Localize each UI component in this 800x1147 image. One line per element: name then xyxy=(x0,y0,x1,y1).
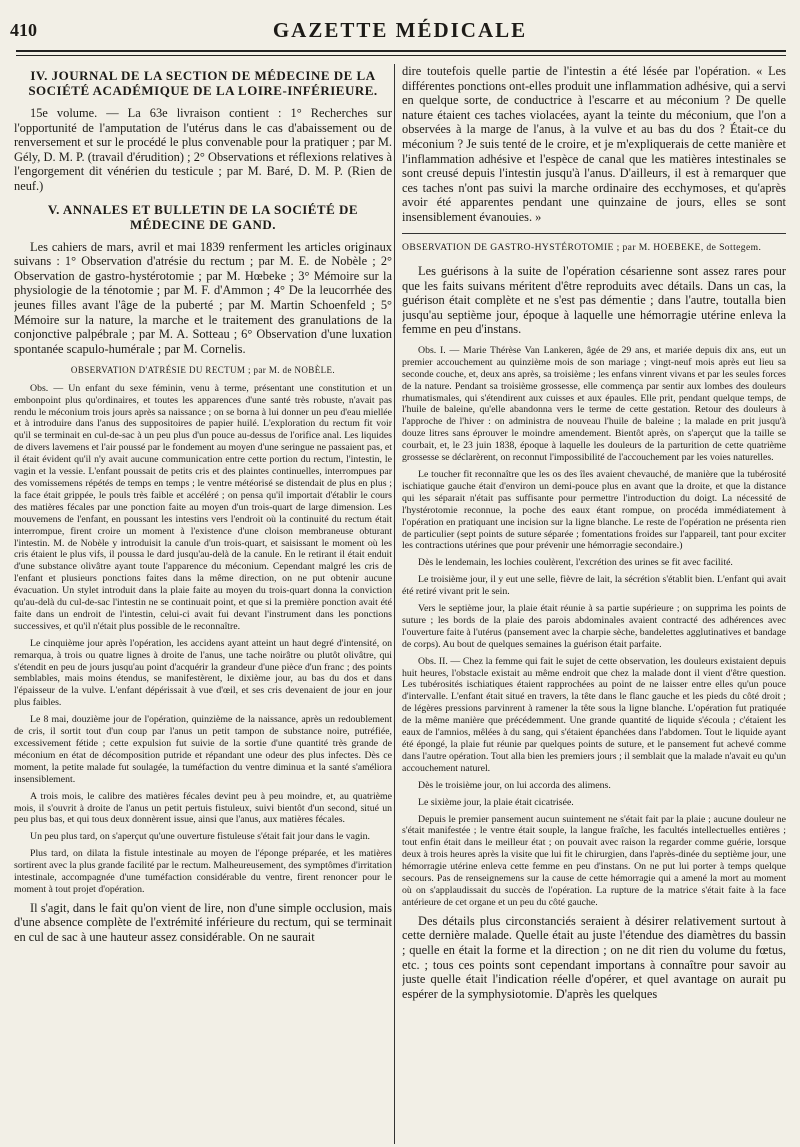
observation-atresia-title: OBSERVATION D'ATRÉSIE DU RECTUM ; par M. de NOBÈLE. xyxy=(70,365,336,376)
paragraph: A trois mois, le calibre des matières fécales devint peu à peu moindre, et, au quatrième mois, il s'ouvrit à droite de l'anus un petit pertuis fistuleux, suivi bientôt d'un second, situé un peu plus bas, et qui tous deux donnèrent issue, ainsi que l'anus, aux matières fécales. xyxy=(14,790,392,826)
section-iv-body: 15e volume. — La 63e livraison contient : 1° Recherches sur l'opportunité de l'amputation de l'utérus dans le cas d'abaissement ou de renversement et sur le procédé le plus convenable pour la pratiquer ; par M. Gély, D. M. P. (travail d'érudition) ; 2° Observations et réflexions relatives à l'engorgement dit vénérien du testicule ; par M. Baré, D. M. P. (Rien de neuf.) xyxy=(14,106,392,193)
paragraph: Le cinquième jour après l'opération, les accidens ayant atteint un haut degré d'intensité, on remarqua, à trois ou quatre lignes à droite de l'anus, une tache noirâtre ou plutôt olivâtre, qui s'étendit en peu de jours jusqu'au point d'acquérir la grandeur d'une pièce d'un franc ; des points semblables, mais moins étendus, se manifestèrent, le dixième jour, au bas du dos et dans l'épaisseur de la vulve. L'enfant dépérissait à vue d'œil, et ses cris devenaient de jour en jour plus faibles. xyxy=(14,637,392,709)
paragraph: Le 8 mai, douzième jour de l'opération, quinzième de la naissance, après un redoublement de cris, il sortit tout d'un coup par l'anus un petit tampon de substance noire, putréfiée, excessivement fétide ; cette expulsion fut suivie de la sortie d'une quantité très grande de méconium en état de décomposition putride et répandant une odeur des plus infectes. Dès ce moment, la petite malade fut soulagée, la tuméfaction du ventre diminua et la santé s'améliora insensiblement. xyxy=(14,714,392,785)
left-column xyxy=(14,64,392,1142)
header-rule-thick xyxy=(16,50,786,52)
paragraph: Vers le septième jour, la plaie était réunie à sa partie supérieure ; on supprima les points de suture ; les bords de la plaie des parois abdominales avaient contracté des adhérences avec l'ouverture faite à l'utérus (pansement avec la charpie sèche, bandelettes agglutinatives et bandage de corps). Au bout de quelques semaines la guérison était parfaite. xyxy=(402,603,786,650)
paragraph: Obs. I. — Marie Thérèse Van Lankeren, âgée de 29 ans, et mariée depuis dix ans, eut un premier accouchement au quinzième mois de son mariage ; vingt-neuf mois après eut lieu sa seconde couche, et, deux ans après, sa troisième ; les enfans vinrent vivans et par les seules forces de la nature. Pendant sa troisième grossesse, elle commença par sentir aux lombes des douleurs rhumatismales, qui s'étendirent aux cuisses et aux épaules. Elle prit, pendant quelque temps, de l'huile de baleine, qu'elle abandonna vers le terme de cette gestation. Retour des douleurs à l'approche de l'hiver : on administra de nouveau l'huile de baleine ; la malade en prit jusqu'à douze litres sans éprouver le moindre amendement. Bientôt après, on s'aperçut que la taille se courbait, et, le 23 juin 1838, époque à laquelle les douleurs de la parturition de cette quatrième grossesse se déclarèrent, on reconnut l'impossibilité de l'accouchement par les voies naturelles. xyxy=(402,344,786,464)
paragraph: Depuis le premier pansement aucun suintement ne s'était fait par la plaie ; aucune douleur ne s'était manifestée ; le ventre était souple, la langue fraîche, les facultés intellectuelles entières ; tout enfin était dans le meilleur état ; on pouvait avec raison la regarder comme guérie, lorsque deux à trois heures après la visite que lui fit le chirurgien, dans l'après-dinée du septième jour, une hémorragie utérine enleva cette femme en peu d'instans. On ne put lui porter à temps quelque secours. Pas de renseignemens sur la cause de cette hémorragie qui a amené la mort au moment où on s'applaudissait du succès de l'opération. La rupture de la matrice s'était faite à la face antérieure de cet organe et un peu du côté gauche. xyxy=(402,813,786,908)
journal-title: GAZETTE MÉDICALE xyxy=(272,18,528,42)
section-v-body: Les cahiers de mars, avril et mai 1839 renferment les articles originaux suivans : 1° Observation d'atrésie du rectum ; par M. E. de Nobèle ; 2° Observation de gastro-hystérotomie ; par M. Hœbeke ; 3° Mémoire sur la physiologie de la ténotomie ; par M. F. d'Ammon ; 4° De la leucorrhée des jeunes filles avant l'âge de la puberté ; par M. Martin Schoenfeld ; 5° Mémoire sur la nature, la marche et le traitement des granulations de la conjonctive palpébrale ; par M. A. Sotteau ; 6° Observation d'une luxation spontanée scapulo-humérale ; par M. Cornelis. xyxy=(14,239,392,356)
page-number: 410 xyxy=(10,20,37,40)
paragraph: Le toucher fit reconnaître que les os des îles avaient chevauché, de manière que la tubérosité ischiatique gauche était d'environ un demi-pouce plus en avant que la droite, et que la distance qui les séparait n'était pas suffisante pour permettre l'introduction du doigt. La nécessité de l'hystérotomie reconnue, la poche des eaux étant rompue, on procéda immédiatement à l'opération en pratiquant une incision sur la ligne blanche. Le reste de l'opération ne présenta rien de particulier (sept points de suture séparée ; fomentations froides sur l'appareil, tant pour exciter les contractions utérines que pour prévenir une hémorragie secondaire.) xyxy=(402,468,786,552)
paragraph: Il s'agit, dans le fait qu'on vient de lire, non d'une simple occlusion, mais d'une absence complète de l'extrémité inférieure du rectum, qui se terminait en cul de sac à une hauteur assez considérable. On ne saurait xyxy=(14,900,392,945)
paragraph: Le troisième jour, il y eut une selle, fièvre de lait, la sécrétion s'établit bien. L'enfant qui avait été retiré vivant prit le sein. xyxy=(402,574,786,598)
header-rule-thin xyxy=(16,55,786,56)
observation-hysterotomy-title: OBSERVATION DE GASTRO-HYSTÉROTOMIE ; par M. HOEBEKE, de Sottegem. xyxy=(402,241,762,253)
continued-paragraph: dire toutefois quelle partie de l'intestin a été lésée par l'opération. « Les différentes ponctions ont-elles produit une inflammation adhésive, qui a servi en quelque sorte, de conductrice à l'escarre et au méconium ? De quelle nature étaient ces taches violacées, ayant la teinte du méconium, que l'on a observées à la marge de l'anus, à la vulve et au bas du dos ? Était-ce du méconium ? Je suis tenté de le croire, et je m'expliquerais de cette manière et l'inflammation adhésive et l'espèce de canal que les matières intestinales se sont creusé depuis l'intestin jusqu'à l'anus. D'ailleurs, il est à remarquer que ces taches n'ont pas suivi la marche ordinaire des ecchymoses, et qu'après avoir été apparentes pendant une quinzaine de jours, elles se sont insensiblement évanouies. » xyxy=(402,64,786,224)
paragraph: Dès le lendemain, les lochies coulèrent, l'excrétion des urines se fit avec facilité. xyxy=(418,557,733,569)
right-column xyxy=(402,64,786,1142)
paragraph: Un peu plus tard, on s'aperçut qu'une ouverture fistuleuse s'était fait jour dans le vagin. xyxy=(30,831,370,843)
separator xyxy=(402,233,786,234)
paragraph: Plus tard, on dilata la fistule intestinale au moyen de l'éponge préparée, et les matières sortirent avec la plus grande facilité par le rectum. Malheureusement, des symptômes d'irritation intestinale, accompagnée d'une tuméfaction considérable du ventre, firent renoncer pour le moment à tout projet d'opération. xyxy=(14,848,392,895)
paragraph: Des détails plus circonstanciés seraient à désirer relativement surtout à cette dernière malade. Quelle était au juste l'étendue des diamètres du bassin ; quelle en était la forme et la direction ; on ne dit rien du volume du fœtus, etc. ; tous ces points sont cependant importans à connaître pour savoir au juste quelle était l'indication réelle d'opérer, et quel avantage on aurait pu espérer de la symphysiotomie. D'après les quelques xyxy=(402,913,786,1001)
paragraph: Obs. II. — Chez la femme qui fait le sujet de cette observation, les douleurs existaient depuis huit heures, l'obstacle existait au même endroit que chez la malade dont il vient d'être question. Les tubérosités ischiatiques étaient rapprochées au point de ne laisser entre elles qu'un pouce d'intervalle. L'enfant était situé en travers, la tête dans le flanc gauche et les pieds du côté droit ; de légères pressions parvinrent à ramener la tête sous la ligne blanche. L'opération fut pratiquée de la même manière que précédemment. Une grande quantité de liquide s'écoula ; c'étaient les eaux de l'amnios, mêlées à du sang, qui s'étaient épanchées dans l'abdomen. Tout le liquide ayant été épongé, la plaie fut réunie par quelques points de suture, et le pansement fut achevé comme dans l'autre opération. Tout alla bien les premiers jours ; il semblait que la malade n'avait eu qu'un accouchement naturel. xyxy=(402,655,786,774)
section-iv-heading: IV. JOURNAL DE LA SECTION DE MÉDECINE DE LA SOCIÉTÉ ACADÉMIQUE DE LA LOIRE-INFÉRIEURE. xyxy=(28,68,378,98)
paragraph: Dès le troisième jour, on lui accorda des alimens. xyxy=(418,779,611,791)
paragraph: Le sixième jour, la plaie était cicatrisée. xyxy=(418,796,574,808)
paragraph: Obs. — Un enfant du sexe féminin, venu à terme, présentant une constitution et un embonpoint plus qu'ordinaires, et toutes les apparences d'une santé très robuste, n'avait pas rendu le méconium trois jours après sa naissance ; on se borna à lui donner un peu d'eau miellée et à introduire dans l'anus des suppositoires de papier huilé. L'exploration du rectum fit voir qu'il se terminait en cul-de-sac à un peu plus d'un pouce au-dessus de l'orifice anal. Les liquides de divers lavemens et l'air poussé par le fondement au moyen d'une seringue ne passaient pas, et il était évident qu'il n'y avait aucune communication entre cette portion du rectum, l'intestin, le vagin et la vessie. L'enfant poussait de petits cris et des plaintes continuelles, interrompues par des vomissemens répétés de temps en temps ; le ventre météorisé se distendait de plus en plus ; la face était grippée, le pouls très faible et accéléré ; on pensa qu'il importait d'établir le cours des matières fécales par une ponction faite au moyen d'un trois-quart de large dimension. Les mouvemens de l'enfant, en poussant les intestins vers l'endroit où la continuité du rectum était interrompue, firent croire un moment à l'existence d'une cloison membraneuse obturant l'intestin. M. de Nobèle y introduisit la canule d'un trois-quart, et saisissant le moment où les cris étaient le plus vifs, il poussa le dard jusqu'au-delà de la canule. En le retirant il était enduit d'une substance olivâtre ayant toute l'apparence du méconium. Cependant malgré les cris de l'enfant et plusieurs ponctions faites dans la même direction, on ne put obtenir aucune évacuation. Un stylet introduit dans la plaie faite au moyen du trois-quart donna la conviction qu'au-delà du cul-de-sac l'intestin ne se continuait point, et que si la première ponction avait été faite dans un endroit de l'intestin, celui-ci avait fui devant l'instrument dans les ponctions successives, et qu'il n'était plus possible de le reconnaître. xyxy=(14,382,392,632)
column-divider xyxy=(394,64,395,1144)
section-v-heading: V. ANNALES ET BULLETIN DE LA SOCIÉTÉ DE MÉDECINE DE GAND. xyxy=(47,201,359,232)
intro-paragraph: Les guérisons à la suite de l'opération césarienne sont assez rares pour que les faits suivans méritent d'être reproduits avec détails. Dans un cas, la guérison était complète et ne s'est pas démentie ; dans l'autre, toutalla bien jusqu'au septième jour, époque à laquelle une hémorragie utérine enleva la femme en peu d'instans. xyxy=(402,263,786,337)
page-header xyxy=(0,0,800,60)
